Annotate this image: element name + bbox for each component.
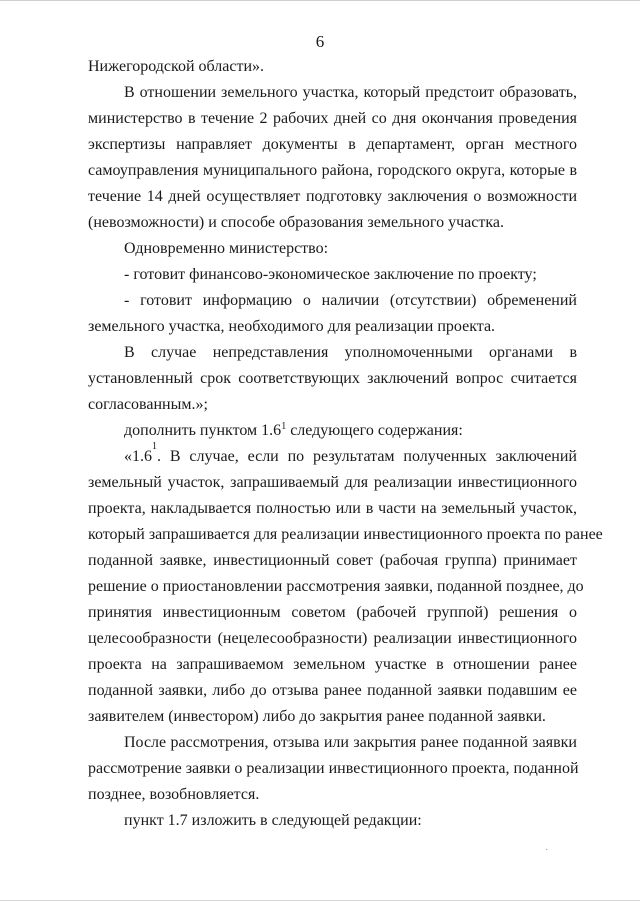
text-line: течение 14 дней осуществляет подготовку заключения о возможности <box>88 188 577 205</box>
text-line: принятия инвестиционным советом (рабочей группой) решения о <box>88 604 577 621</box>
superscript: 1 <box>152 441 157 452</box>
text-fragment: . В случае, если по результатам полученных заключений <box>157 448 577 465</box>
text-line: который запрашивается для реализации инвестиционного проекта по ранее <box>88 526 603 543</box>
text-fragment: «1.6 <box>124 448 152 465</box>
text-line: заявителем (инвестором) либо до закрытия ранее поданной заявки. <box>88 708 546 725</box>
scan-top-edge <box>0 0 640 5</box>
text-line: целесообразности (нецелесообразности) реализации инвестиционного <box>88 630 577 647</box>
text-line: установленный срок соответствующих заключений вопрос считается <box>88 370 577 387</box>
text-line: земельный участок, запрашиваемый для реализации инвестиционного <box>88 474 577 491</box>
text-line: - готовит финансово-экономическое заключение по проекту; <box>124 266 537 283</box>
text-line: министерство в течение 2 рабочих дней со дня окончания проведения <box>88 110 577 127</box>
text-line: поданной заявке, инвестиционный совет (рабочая группа) принимает <box>88 552 577 569</box>
text-line: земельного участка, необходимого для реализации проекта. <box>88 318 496 335</box>
text-fragment: следующего содержания: <box>286 422 463 439</box>
scan-bottom-edge <box>0 900 640 901</box>
text-line <box>124 441 577 467</box>
text-line: Одновременно министерство: <box>124 240 329 257</box>
text-fragment: дополнить пунктом 1.6 <box>124 422 282 439</box>
text-line: рассмотрение заявки о реализации инвестиционного проекта, поданной <box>88 760 579 777</box>
text-line: В отношении земельного участка, который предстоит образовать, <box>124 84 577 101</box>
text-line: решение о приостановлении рассмотрения заявки, поданной позднее, до <box>88 578 584 595</box>
superscript: 1 <box>281 421 287 432</box>
text-line: проекта, накладывается полностью или в части на земельный участок, <box>88 500 577 517</box>
text-line: (невозможности) и способе образования земельного участка. <box>88 214 504 231</box>
page-number: 6 <box>315 32 325 51</box>
scan-speck: · <box>545 845 549 856</box>
text-line: Нижегородской области». <box>88 58 265 75</box>
text-line: позднее, возобновляется. <box>88 786 260 803</box>
text-line: После рассмотрения, отзыва или закрытия ранее поданной заявки <box>124 734 577 751</box>
text-line: согласованным.»; <box>88 396 208 413</box>
text-line <box>124 421 463 441</box>
text-line: - готовит информацию о наличии (отсутствии) обременений <box>124 292 577 309</box>
text-line: экспертизы направляет документы в департамент, орган местного <box>88 136 577 153</box>
text-line: проекта на запрашиваемом земельном участке в отношении ранее <box>88 656 577 673</box>
text-line: поданной заявки, либо до отзыва ранее поданной заявки подавшим ее <box>88 682 577 699</box>
text-line: пункт 1.7 изложить в следующей редакции: <box>124 812 422 829</box>
text-line: самоуправления муниципального района, городского округа, которые в <box>88 162 577 179</box>
text-line: В случае непредставления уполномоченными органами в <box>124 344 577 361</box>
